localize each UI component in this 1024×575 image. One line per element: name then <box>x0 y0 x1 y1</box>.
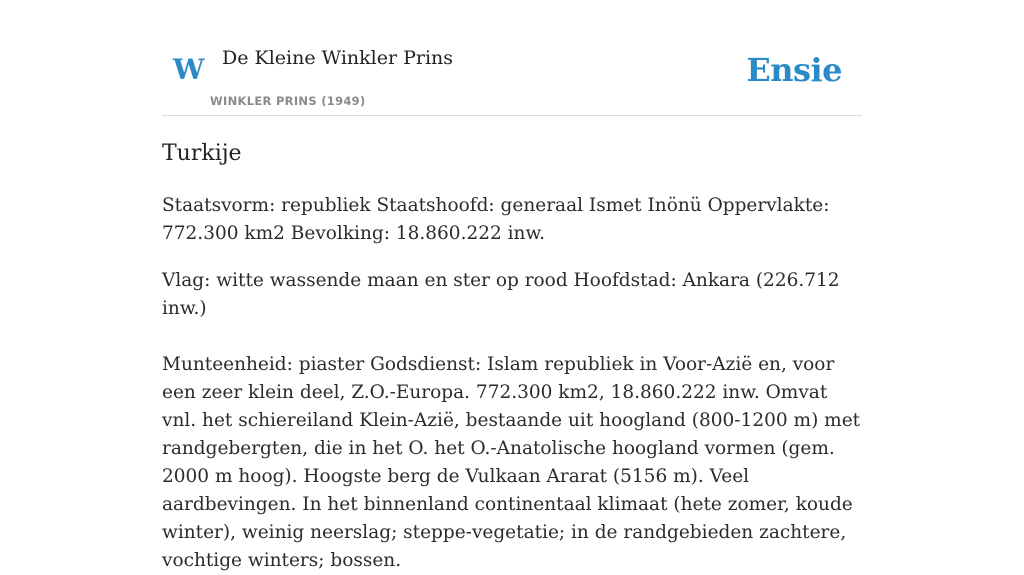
article-paragraph: Staatsvorm: republiek Staatshoofd: generaal Ismet Inönü Oppervlakte: 772.300 km2 Bevolking: 18.860.222 inw. <box>162 195 830 244</box>
book-title-link[interactable]: De Kleine Winkler Prins <box>222 47 454 69</box>
book-logo[interactable]: W <box>173 53 205 86</box>
ensie-logo[interactable]: Ensie <box>746 51 842 89</box>
article-body <box>162 138 862 575</box>
article-paragraph: Vlag: witte wassende maan en ster op rood Hoofdstad: Ankara (226.712 inw.) <box>162 270 840 319</box>
article-title: Turkije <box>162 141 242 166</box>
site-header <box>162 0 862 116</box>
article-paragraph: Munteenheid: piaster Godsdienst: Islam republiek in Voor-Azië en, voor een zeer klein deel, Z.O.-Europa. 772.300 km2, 18.860.222 inw. Omvat vnl. het schiereiland Klein-Azië, bestaande uit hoogland (800-1200 m) met randgebergten, die in het O. het O.-Anatolische hoogland vormen (gem. 2000 m hoog). Hoogste berg de Vulkaan Ararat (5156 m). Veel aardbevingen. In het binnenland continentaal klimaat (hete zomer, koude winter), weinig neerslag; steppe-vegetatie; in de randgebieden zachtere, vochtige winters; bossen. <box>162 354 861 571</box>
book-source-label: WINKLER PRINS (1949) <box>210 94 366 108</box>
